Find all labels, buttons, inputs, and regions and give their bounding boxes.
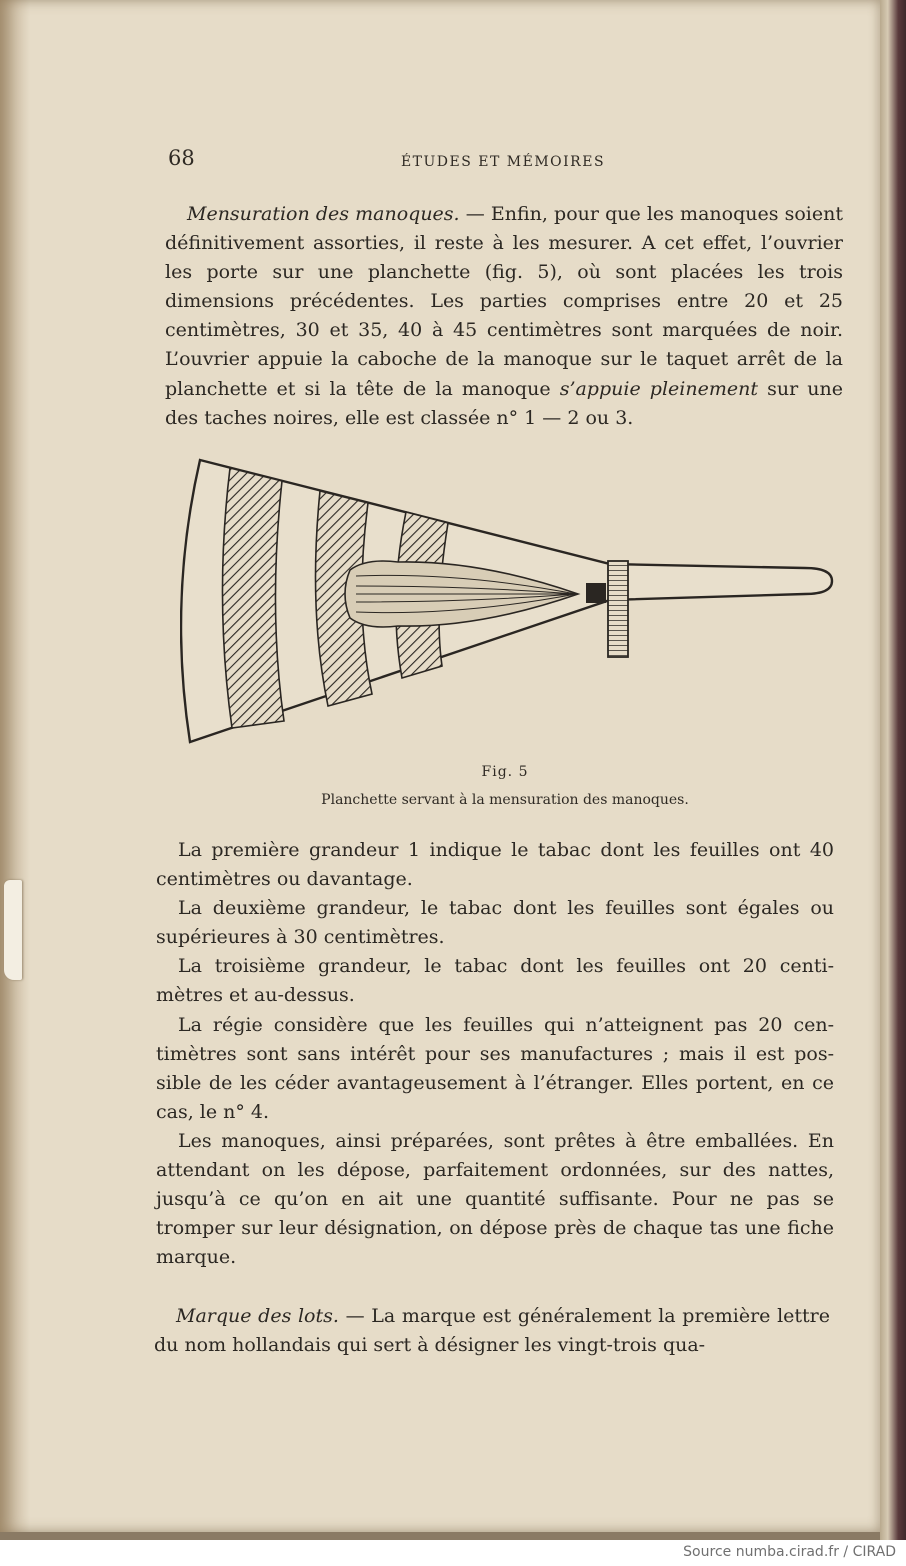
runin-heading: Marque des lots. — [176, 1305, 339, 1327]
text-line: tromper sur leur désignation, on dépose près de chaque tas une — [156, 1217, 781, 1240]
runin-heading: Mensuration des manoques. — [187, 203, 460, 225]
measuring-board-figure — [180, 450, 840, 750]
text-line: jusqu’à ce qu’on en ait une quantité suffisante. Pour ne pas se — [156, 1188, 834, 1211]
text-line: — Enfin, pour que les manoques — [459, 203, 779, 225]
text-line: — La marque est généralement la première — [338, 1305, 771, 1327]
page-gutter-shadow — [0, 0, 30, 1532]
stop-rack — [608, 561, 628, 657]
text-line: L’ouvrier appuie la caboche de la manoque sur le taquet arrêt de — [165, 348, 818, 371]
text-line: fiche marque. — [156, 1217, 834, 1269]
text-line: attendant on les dépose, parfaitement ordonnées, sur des nattes, — [156, 1159, 834, 1182]
text-line: La régie considère que les feuilles qui n’atteignent pas 20 cen- — [178, 1013, 834, 1036]
section-mensuration — [165, 200, 843, 433]
text-line: soient définitivement assorties, il reste à les mesurer. A cet effet, — [165, 203, 843, 255]
paragraph-regie — [156, 1011, 834, 1127]
paragraph-manoques — [156, 1127, 834, 1272]
text-line: sur — [757, 377, 799, 400]
text-line: sible de les céder avantageusement à l’étranger. Elles portent, en — [156, 1071, 805, 1094]
text-line: mètres et au-dessus. — [156, 984, 355, 1007]
page-number: 68 — [168, 146, 195, 170]
paragraph-grandeur-3 — [156, 952, 834, 1010]
paragraph — [154, 1302, 830, 1360]
text-line: supérieures à 30 centimètres. — [156, 926, 445, 949]
emphasis: s’appuie pleinement — [559, 377, 758, 400]
text-line: 40 centimètres ou davantage. — [156, 839, 834, 891]
body-paragraphs — [156, 836, 834, 1272]
figure-caption: Planchette servant à la mensuration des manoques. — [321, 792, 689, 808]
hatched-band-40-45cm — [222, 468, 284, 728]
text-line: une des taches noires, elle est classée n° 1 — 2 ou 3. — [165, 377, 844, 429]
section-marque-des-lots — [154, 1302, 830, 1360]
text-line: trois dimensions précédentes. Les parties comprises entre 20 et 25 — [165, 261, 843, 313]
paragraph-grandeur-2 — [156, 894, 834, 952]
text-line: timètres sont sans intérêt pour ses manufactures ; mais il est pos- — [156, 1042, 834, 1065]
paragraph — [165, 200, 843, 433]
page-header — [168, 146, 828, 176]
text-line: La troisième grandeur, le tabac dont les feuilles ont 20 centi- — [178, 955, 834, 978]
figure-label: Fig. 5 — [481, 764, 529, 780]
stop-block — [586, 583, 606, 603]
source-credit: Source numba.cirad.fr / CIRAD — [683, 1544, 896, 1560]
running-title: ÉTUDES ET MÉMOIRES — [400, 154, 606, 170]
paragraph-grandeur-1 — [156, 836, 834, 894]
text-line: centimètres, 30 et 35, 40 à 45 centimètres sont marquées de noir. — [165, 319, 843, 342]
page-tear — [4, 880, 22, 980]
text-line: la planchette et si la tête de la manoque — [165, 348, 844, 400]
text-line: ce cas, le n° 4. — [156, 1071, 834, 1123]
text-line: La première grandeur 1 indique le tabac dont les feuilles ont — [178, 839, 801, 861]
text-line: l’ouvrier les porte sur une planchette (fig. 5), où sont placées les — [165, 232, 843, 284]
text-line: lettre du nom hollandais qui sert à désigner les vingt-trois qua- — [154, 1305, 831, 1357]
book-edge — [880, 0, 906, 1540]
text-line: La deuxième grandeur, le tabac dont les feuilles sont égales ou — [178, 897, 834, 920]
text-line: Les manoques, ainsi préparées, sont prêtes à être emballées. En — [178, 1129, 834, 1152]
